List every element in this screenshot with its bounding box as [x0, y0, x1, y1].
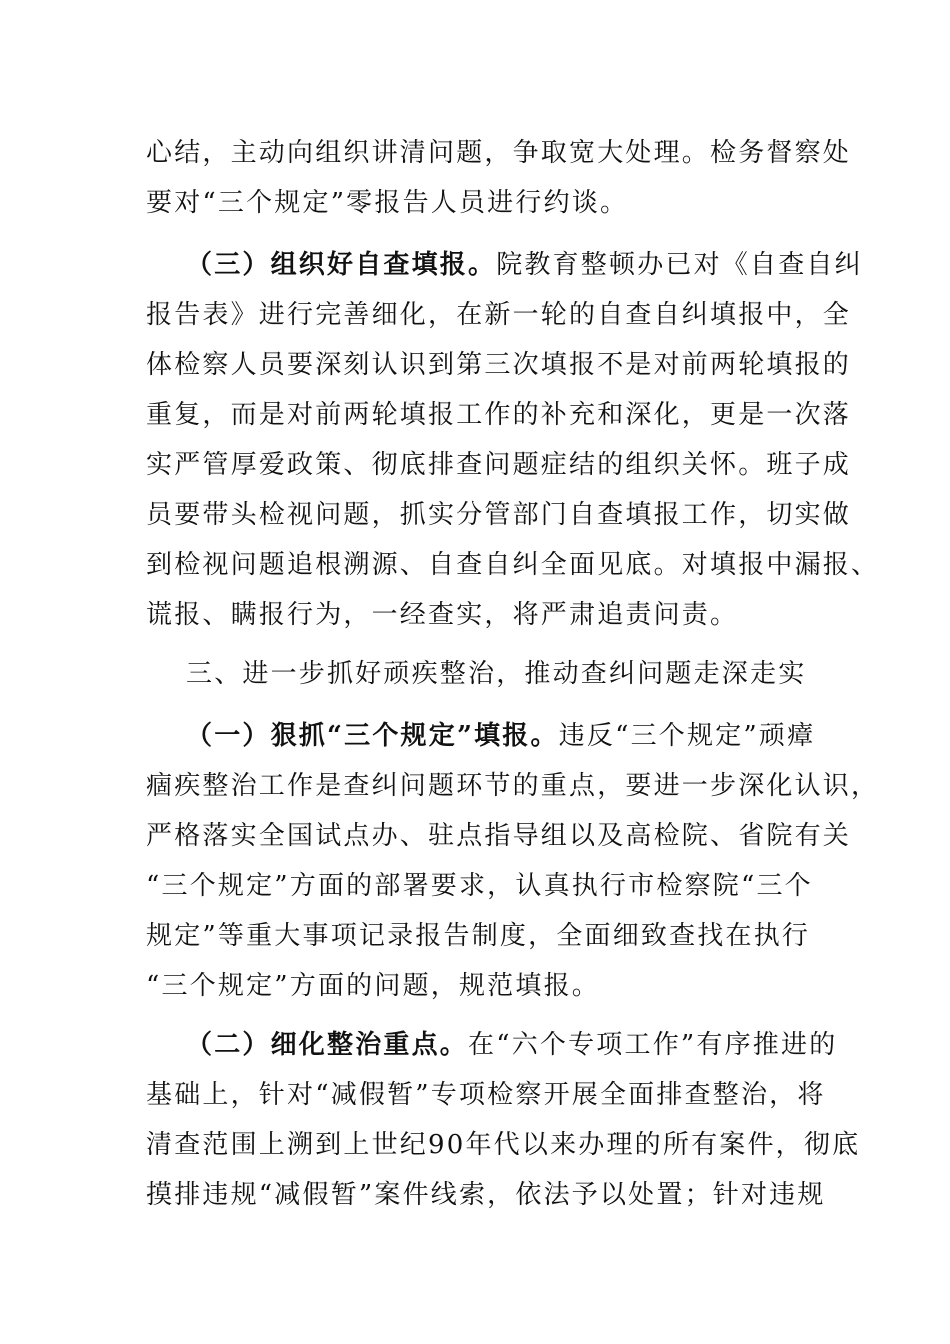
- text-line: [146, 183, 806, 223]
- text: 要对“三个规定”零报告人员进行约谈。: [146, 188, 629, 218]
- text: 报告表》进行完善细化，在新一轮的自查自纠填报中，全: [146, 300, 852, 330]
- text: 谎报、瞒报行为，一经查实，将严肃追责问责。: [146, 600, 739, 630]
- text: 规定”等重大事项记录报告制度，全面细致查找在执行: [146, 921, 811, 951]
- text-line: [146, 495, 852, 535]
- text-line: [146, 766, 880, 806]
- text-line: [146, 545, 880, 585]
- text: 三、进一步抓好顽疾整治，推动查纠问题走深走实: [186, 659, 807, 689]
- text: 清查范围上溯到上世纪90年代以来办理的所有案件，彻底: [146, 1130, 861, 1160]
- text: 摸排违规“减假暂”案件线索，依法予以处置；针对违规: [146, 1180, 826, 1210]
- text-line: [186, 716, 846, 756]
- text: 院教育整顿办已对《自查自纠: [496, 250, 863, 280]
- text: 重复，而是对前两轮填报工作的补充和深化，更是一次落: [146, 400, 852, 430]
- text: 体检察人员要深刻认识到第三次填报不是对前两轮填报的: [146, 350, 852, 380]
- text-line: [186, 1025, 846, 1065]
- text-line: [146, 1175, 826, 1215]
- text-line: [146, 966, 806, 1006]
- text: “三个规定”方面的部署要求，认真执行市检察院“三个: [146, 871, 813, 901]
- text: 到检视问题追根溯源、自查自纠全面见底。对填报中漏报、: [146, 550, 880, 580]
- text-line: [146, 345, 852, 385]
- text-line: [146, 595, 806, 635]
- text: 痼疾整治工作是查纠问题环节的重点，要进一步深化认识，: [146, 771, 880, 801]
- text: “三个规定”方面的问题，规范填报。: [146, 971, 600, 1001]
- text-line: [146, 395, 852, 435]
- section-heading: （二）细化整治重点。: [186, 1030, 469, 1060]
- text-line: [146, 445, 852, 485]
- text: 员要带头检视问题，抓实分管部门自查填报工作，切实做: [146, 500, 852, 530]
- text: 在“六个专项工作”有序推进的: [468, 1030, 838, 1060]
- text: 违反“三个规定”顽瘴: [558, 721, 816, 751]
- text-line: [146, 1075, 826, 1115]
- text-line: [186, 245, 863, 285]
- text-line: [146, 295, 852, 335]
- text-line: [146, 816, 852, 856]
- section-heading: （三）组织好自查填报。: [186, 250, 497, 280]
- text-line: [146, 866, 813, 906]
- text-line: [146, 1125, 861, 1165]
- text: 基础上，针对“减假暂”专项检察开展全面排查整治，将: [146, 1080, 826, 1110]
- text-line: [146, 916, 811, 956]
- text: 心结，主动向组织讲清问题，争取宽大处理。检务督察处: [146, 138, 852, 168]
- text-line: [146, 133, 852, 173]
- text: 严格落实全国试点办、驻点指导组以及高检院、省院有关: [146, 821, 852, 851]
- text: 实严管厚爱政策、彻底排查问题症结的组织关怀。班子成: [146, 450, 852, 480]
- section-heading: （一）狠抓“三个规定”填报。: [186, 721, 559, 751]
- chapter-heading: [186, 654, 846, 694]
